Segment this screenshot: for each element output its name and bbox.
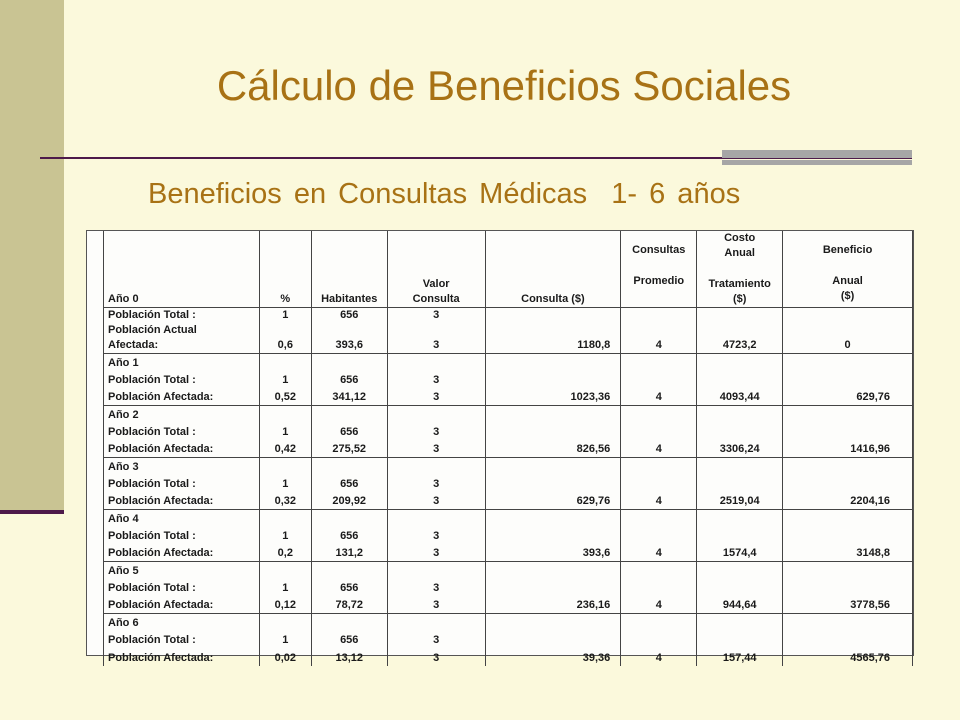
header-consultas: Consultas Promedio — [621, 231, 697, 308]
row-label: Población Total : — [104, 631, 260, 648]
cell-beneficio: 1416,96 — [783, 440, 913, 458]
year-label: Año 5 — [104, 562, 260, 579]
row-label: Población Actual Afectada: — [104, 323, 260, 354]
cell-beneficio: 0 — [783, 323, 913, 354]
table-row — [104, 492, 913, 510]
cell-consultas: 4 — [621, 544, 697, 562]
table-row — [104, 406, 913, 423]
cell-habitantes: 78,72 — [311, 596, 387, 614]
cell-valor: 3 — [387, 371, 485, 388]
cell-valor: 3 — [387, 527, 485, 544]
cell-pct: 1 — [259, 371, 311, 388]
cell-valor: 3 — [387, 544, 485, 562]
cell-consultas: 4 — [621, 648, 697, 666]
table-row — [104, 614, 913, 631]
row-label: Población Afectada: — [104, 440, 260, 458]
cell-pct: 1 — [259, 527, 311, 544]
cell-consultas: 4 — [621, 323, 697, 354]
year-label: Año 1 — [104, 354, 260, 371]
cell-habitantes: 656 — [311, 371, 387, 388]
cell-costo: 4723,2 — [697, 323, 783, 354]
cell-pct: 1 — [259, 308, 311, 324]
slide-title: Cálculo de Beneficios Sociales — [216, 62, 792, 109]
table-row — [104, 388, 913, 406]
row-label: Población Afectada: — [104, 544, 260, 562]
cell-consulta: 1180,8 — [485, 323, 621, 354]
cell-costo: 157,44 — [697, 648, 783, 666]
table-row — [104, 510, 913, 527]
header-consulta: Consulta ($) — [485, 231, 621, 308]
cell-habitantes: 656 — [311, 475, 387, 492]
cell-habitantes: 656 — [311, 631, 387, 648]
cell-valor: 3 — [387, 423, 485, 440]
table-row — [104, 579, 913, 596]
cell-valor: 3 — [387, 475, 485, 492]
cell-valor: 3 — [387, 388, 485, 406]
cell-beneficio: 4565,76 — [783, 648, 913, 666]
cell-pct: 1 — [259, 631, 311, 648]
cell-pct: 0,12 — [259, 596, 311, 614]
row-label: Población Total : — [104, 579, 260, 596]
cell-pct: 0,6 — [259, 323, 311, 354]
row-label: Población Afectada: — [104, 388, 260, 406]
cell-costo: 944,64 — [697, 596, 783, 614]
cell-costo: 4093,44 — [697, 388, 783, 406]
table-row — [104, 323, 913, 354]
row-label: Población Afectada: — [104, 492, 260, 510]
row-label: Población Total : — [104, 423, 260, 440]
year-label: Año 3 — [104, 458, 260, 475]
year-label: Año 6 — [104, 614, 260, 631]
cell-valor: 3 — [387, 492, 485, 510]
cell-consulta: 39,36 — [485, 648, 621, 666]
row-label: Población Total : — [104, 475, 260, 492]
table-row — [104, 371, 913, 388]
cell-beneficio: 3778,56 — [783, 596, 913, 614]
cell-habitantes: 275,52 — [311, 440, 387, 458]
cell-habitantes: 209,92 — [311, 492, 387, 510]
header-beneficio: Beneficio Anual ($) — [783, 231, 913, 308]
cell-habitantes: 656 — [311, 579, 387, 596]
cell-pct: 0,32 — [259, 492, 311, 510]
benefits-table-image — [86, 230, 914, 664]
header-habitantes: Habitantes — [311, 231, 387, 308]
cell-beneficio: 2204,16 — [783, 492, 913, 510]
header-year0: Año 0 — [104, 231, 260, 308]
row-label: Población Total : — [104, 527, 260, 544]
table-row — [104, 544, 913, 562]
table-row — [104, 458, 913, 475]
cell-consultas: 4 — [621, 492, 697, 510]
cell-consultas: 4 — [621, 440, 697, 458]
table-row — [104, 475, 913, 492]
cell-consulta: 629,76 — [485, 492, 621, 510]
year-label: Año 2 — [104, 406, 260, 423]
row-label: Población Total : — [104, 308, 260, 324]
rule-accent-lower — [722, 160, 912, 165]
table-row — [104, 423, 913, 440]
table-row — [104, 308, 913, 324]
table-row — [104, 354, 913, 371]
cell-pct: 0,02 — [259, 648, 311, 666]
row-label: Población Afectada: — [104, 596, 260, 614]
table-row — [104, 631, 913, 648]
cell-pct: 1 — [259, 423, 311, 440]
cell-pct: 1 — [259, 475, 311, 492]
table-row — [104, 596, 913, 614]
cell-costo: 1574,4 — [697, 544, 783, 562]
cell-habitantes: 656 — [311, 423, 387, 440]
rule-accent — [722, 150, 912, 158]
table-row — [104, 527, 913, 544]
cell-habitantes: 656 — [311, 308, 387, 324]
cell-habitantes: 13,12 — [311, 648, 387, 666]
row-label: Población Afectada: — [104, 648, 260, 666]
header-costo: Costo Anual Tratamiento ($) — [697, 231, 783, 308]
cell-habitantes: 131,2 — [311, 544, 387, 562]
cell-habitantes: 341,12 — [311, 388, 387, 406]
table-row — [104, 440, 913, 458]
cell-consulta: 236,16 — [485, 596, 621, 614]
year-label: Año 4 — [104, 510, 260, 527]
cell-pct: 1 — [259, 579, 311, 596]
cell-valor: 3 — [387, 648, 485, 666]
table-row — [104, 562, 913, 579]
slide-subtitle: Beneficios en Consultas Médicas 1- 6 años — [148, 178, 741, 210]
table-row — [104, 648, 913, 666]
row-label: Población Total : — [104, 371, 260, 388]
cell-pct: 0,52 — [259, 388, 311, 406]
benefits-table — [103, 231, 913, 666]
cell-valor: 3 — [387, 596, 485, 614]
cell-pct: 0,42 — [259, 440, 311, 458]
header-pct: % — [259, 231, 311, 308]
cell-costo: 2519,04 — [697, 492, 783, 510]
cell-consultas: 4 — [621, 596, 697, 614]
cell-beneficio: 3148,8 — [783, 544, 913, 562]
cell-consulta: 826,56 — [485, 440, 621, 458]
cell-consulta: 1023,36 — [485, 388, 621, 406]
cell-valor: 3 — [387, 631, 485, 648]
cell-pct: 0,2 — [259, 544, 311, 562]
cell-habitantes: 656 — [311, 527, 387, 544]
cell-costo: 3306,24 — [697, 440, 783, 458]
cell-beneficio: 629,76 — [783, 388, 913, 406]
left-decor-line — [0, 510, 64, 514]
cell-habitantes: 393,6 — [311, 323, 387, 354]
cell-consulta: 393,6 — [485, 544, 621, 562]
cell-valor: 3 — [387, 440, 485, 458]
cell-valor: 3 — [387, 323, 485, 354]
cell-consultas: 4 — [621, 388, 697, 406]
cell-valor: 3 — [387, 579, 485, 596]
cell-valor: 3 — [387, 308, 485, 324]
header-valor: Valor Consulta — [387, 231, 485, 308]
